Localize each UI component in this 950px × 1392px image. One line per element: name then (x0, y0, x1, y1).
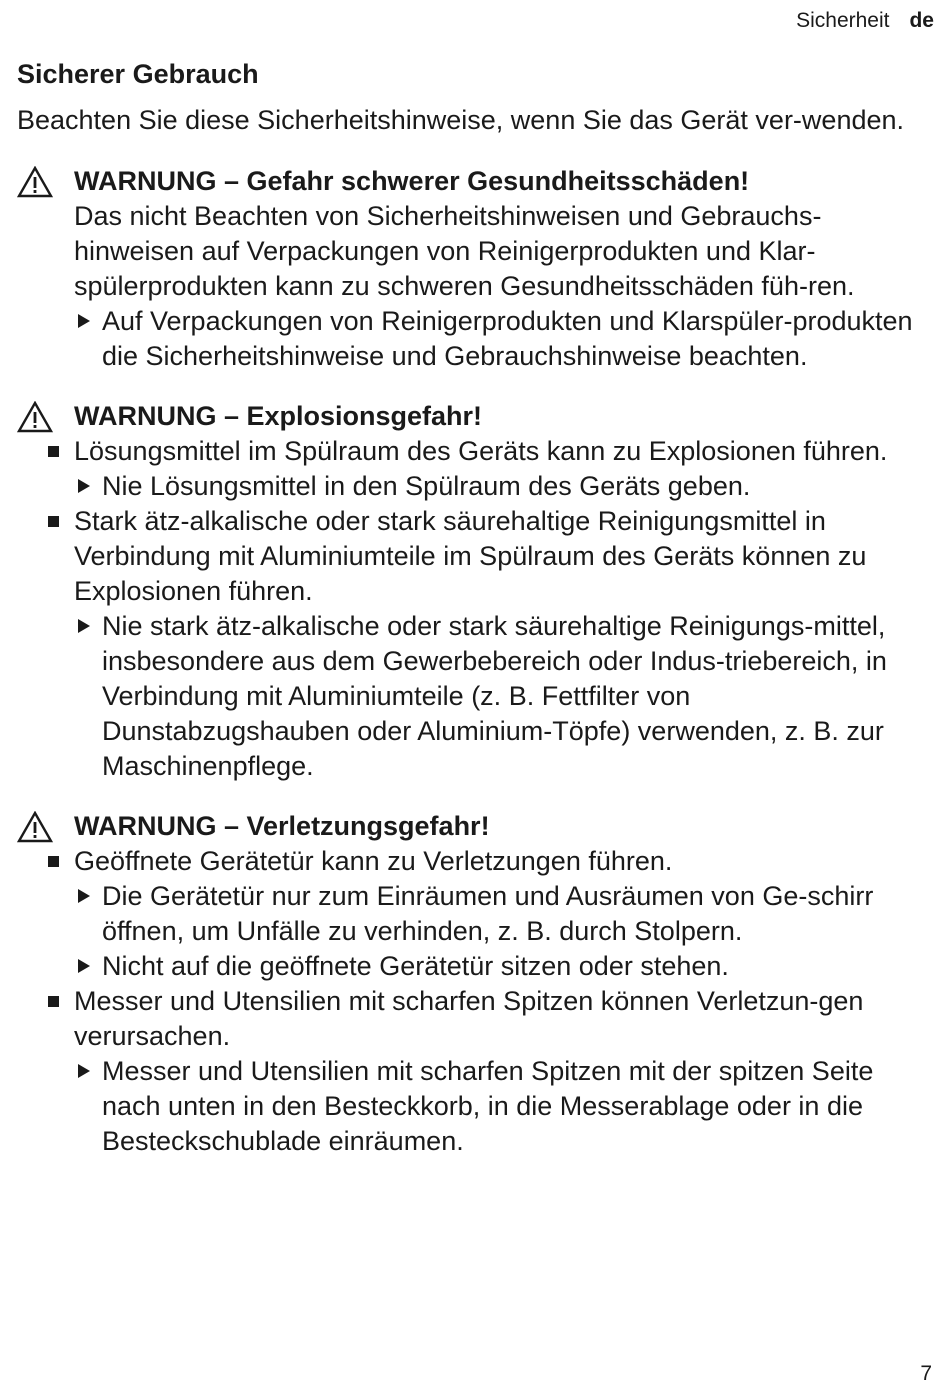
arrow-right-icon (78, 479, 90, 493)
warning-triangle-icon (17, 811, 53, 843)
action-step-text: Nicht auf die geöffnete Gerätetür sitzen oder stehen. (102, 951, 729, 981)
header-language-code: de (909, 9, 934, 32)
arrow-right-icon (78, 959, 90, 973)
warning-block-explosion (17, 399, 935, 784)
action-step (17, 304, 935, 374)
square-bullet-icon (48, 856, 59, 867)
section-heading: Sicherer Gebrauch (17, 59, 259, 89)
square-bullet-icon (48, 996, 59, 1007)
list-item (17, 984, 935, 1054)
list-item (17, 504, 935, 609)
list-item-text: Messer und Utensilien mit scharfen Spitzen können Verletzun-gen verursachen. (74, 986, 864, 1051)
action-step (17, 949, 935, 984)
action-step (17, 1054, 935, 1159)
warning-title (17, 809, 935, 844)
action-step-text: Nie stark ätz-alkalische oder stark säurehaltige Reinigungs-mittel, insbesondere aus dem Gewerbebereich oder Indus-triebereich, in Verbindung mit Aluminiumteile (z. B. Fettfilter von Dunstabzugshauben oder Aluminium-Töpfe) verwenden, z. B. zur Maschinenpflege. (102, 611, 887, 781)
page-number: 7 (920, 1362, 932, 1385)
page-content (17, 56, 935, 1159)
action-step-text: Nie Lösungsmittel in den Spülraum des Geräts geben. (102, 471, 751, 501)
square-bullet-icon (48, 516, 59, 527)
list-item-text: Geöffnete Gerätetür kann zu Verletzungen führen. (74, 846, 673, 876)
arrow-right-icon (78, 314, 90, 328)
action-step-text: Auf Verpackungen von Reinigerprodukten und Klarspüler-produkten die Sicherheitshinweise und Gebrauchshinweise beachten. (102, 306, 913, 371)
page-header (796, 9, 934, 33)
action-step (17, 469, 935, 504)
warning-title-text: WARNUNG – Explosionsgefahr! (74, 401, 483, 431)
list-item-text: Stark ätz-alkalische oder stark säurehaltige Reinigungsmittel in Verbindung mit Aluminiumteile im Spülraum des Geräts können zu Explosionen führen. (74, 506, 867, 606)
list-item (17, 844, 935, 879)
arrow-right-icon (78, 1064, 90, 1078)
warning-title (17, 399, 935, 434)
action-step (17, 609, 935, 784)
warning-title-text: WARNUNG – Gefahr schwerer Gesundheitsschäden! (74, 166, 750, 196)
square-bullet-icon (48, 446, 59, 457)
intro-text: Beachten Sie diese Sicherheitshinweise, wenn Sie das Gerät ver-wenden. (17, 105, 905, 135)
list-item-text: Lösungsmittel im Spülraum des Geräts kann zu Explosionen führen. (74, 436, 888, 466)
warning-title (17, 164, 935, 199)
warning-triangle-icon (17, 401, 53, 433)
list-item (17, 434, 935, 469)
action-step (17, 879, 935, 949)
action-step-text: Die Gerätetür nur zum Einräumen und Ausräumen von Ge-schirr öffnen, um Unfälle zu verhinden, z. B. durch Stolpern. (102, 881, 874, 946)
warning-block-injury (17, 809, 935, 1159)
warning-block-health (17, 164, 935, 374)
warning-title-text: WARNUNG – Verletzungsgefahr! (74, 811, 490, 841)
warning-triangle-icon (17, 166, 53, 198)
arrow-right-icon (78, 619, 90, 633)
arrow-right-icon (78, 889, 90, 903)
warning-description: Das nicht Beachten von Sicherheitshinweisen und Gebrauchs-hinweisen auf Verpackungen von Reinigerprodukten und Klar-spülerprodukten kann zu schweren Gesundheitsschäden füh-ren. (74, 201, 855, 301)
header-section-title: Sicherheit (796, 9, 890, 32)
action-step-text: Messer und Utensilien mit scharfen Spitzen mit der spitzen Seite nach unten in den Besteckkorb, in die Messerablage oder in die Besteckschublade einräumen. (102, 1056, 874, 1156)
